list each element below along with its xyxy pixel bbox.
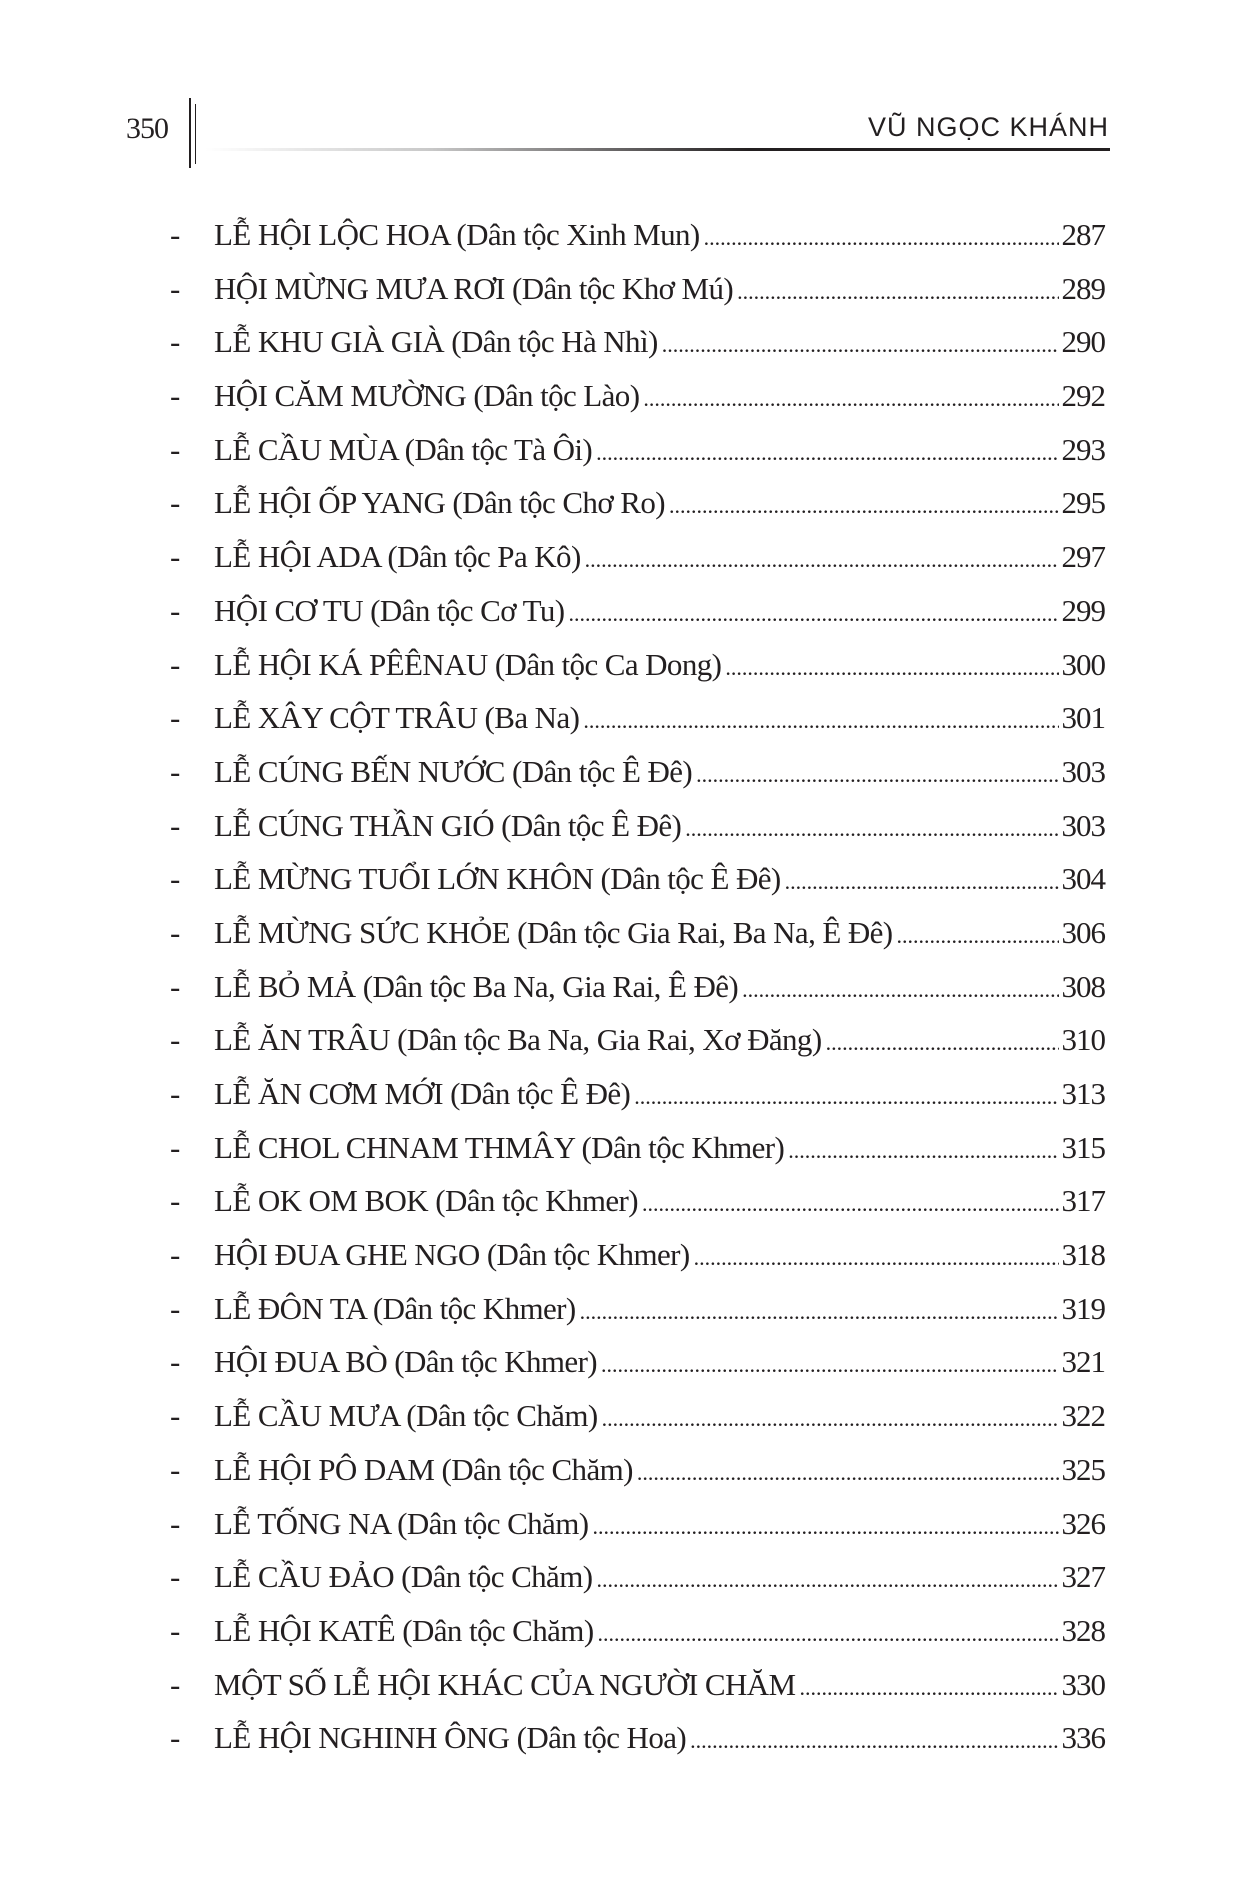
toc-entry-title: LỄ HỘI ADA (Dân tộc Pa Kô)	[214, 539, 581, 575]
toc-entry	[170, 906, 1105, 960]
toc-entry-dash: -	[170, 1666, 181, 1702]
toc-entry-dash: -	[170, 861, 181, 897]
toc-entry-title: LỄ XÂY CỘT TRÂU (Ba Na)	[214, 700, 580, 736]
toc-entry-dash: -	[170, 217, 181, 252]
toc-entry-title: HỘI ĐUA BÒ (Dân tộc Khmer)	[214, 1344, 598, 1380]
toc-entry	[170, 1121, 1105, 1175]
toc-entry-dash: -	[170, 807, 181, 843]
toc-dot-leader	[694, 1231, 1059, 1285]
toc-entry	[170, 1711, 1105, 1765]
toc-dot-leader	[725, 641, 1058, 695]
toc-entry-title: LỄ OK OM BOK (Dân tộc Khmer)	[214, 1183, 638, 1219]
toc-dot-leader	[800, 1661, 1059, 1715]
toc-dot-leader	[669, 479, 1059, 533]
toc-entry-title: MỘT SỐ LỄ HỘI KHÁC CỦA NGƯỜI CHĂM	[214, 1666, 796, 1702]
toc-dot-leader	[585, 533, 1059, 587]
toc-entry-dash: -	[170, 1451, 181, 1487]
toc-entry-title: LỄ ĐÔN TA (Dân tộc Khmer)	[214, 1290, 576, 1326]
header-vertical-rule	[189, 98, 191, 168]
toc-entry-page-number: 301	[1061, 700, 1105, 736]
toc-entry-dash: -	[170, 1129, 181, 1165]
toc-entry	[170, 423, 1105, 477]
toc-entry-page-number: 287	[1061, 217, 1105, 252]
toc-entry-title: LỄ BỎ MẢ (Dân tộc Ba Na, Gia Rai, Ê Đê)	[214, 968, 739, 1004]
toc-entry-title: LỄ CHOL CHNAM THMÂY (Dân tộc Khmer)	[214, 1129, 785, 1165]
toc-dot-leader	[596, 426, 1058, 480]
toc-entry	[170, 638, 1105, 692]
toc-dot-leader	[690, 1714, 1058, 1768]
toc-dot-leader	[602, 1392, 1059, 1446]
toc-entry	[170, 1228, 1105, 1282]
running-header-author: VŨ NGỌC KHÁNH	[867, 112, 1109, 142]
toc-entry-dash: -	[170, 1183, 181, 1219]
toc-dot-leader	[601, 1338, 1058, 1392]
toc-entry-page-number: 321	[1061, 1344, 1105, 1380]
toc-entry-title: LỄ ĂN TRÂU (Dân tộc Ba Na, Gia Rai, Xơ Đăng)	[214, 1022, 822, 1058]
toc-entry-page-number: 290	[1061, 324, 1105, 360]
toc-dot-leader	[704, 211, 1059, 265]
toc-dot-leader	[568, 587, 1058, 641]
toc-entry-page-number: 292	[1061, 378, 1105, 414]
toc-entry-title: LỄ TỐNG NA (Dân tộc Chăm)	[214, 1505, 589, 1541]
toc-entry-dash: -	[170, 592, 181, 628]
toc-entry-dash: -	[170, 378, 181, 414]
toc-dot-leader	[696, 748, 1058, 802]
toc-dot-leader	[583, 694, 1058, 748]
toc-dot-leader	[592, 1500, 1058, 1554]
toc-entry-page-number: 306	[1061, 914, 1105, 950]
toc-dot-leader	[643, 372, 1058, 426]
toc-entry-page-number: 299	[1061, 592, 1105, 628]
toc-entry	[170, 1174, 1105, 1228]
toc-entry-dash: -	[170, 1344, 181, 1380]
page-number: 350	[126, 112, 168, 145]
toc-entry-page-number: 304	[1061, 861, 1105, 897]
toc-entry-page-number: 289	[1061, 270, 1105, 306]
toc-entry-dash: -	[170, 1237, 181, 1273]
toc-entry-title: LỄ MỪNG TUỔI LỚN KHÔN (Dân tộc Ê Đê)	[214, 861, 781, 897]
header-horizontal-rule	[205, 148, 1110, 151]
toc-entry-dash: -	[170, 1559, 181, 1595]
toc-entry	[170, 262, 1105, 316]
toc-entry	[170, 1013, 1105, 1067]
toc-entry-dash: -	[170, 539, 181, 575]
toc-entry-page-number: 315	[1061, 1129, 1105, 1165]
toc-entry-dash: -	[170, 1290, 181, 1326]
toc-entry-dash: -	[170, 1612, 181, 1648]
toc-entry	[170, 1335, 1105, 1389]
toc-entry	[170, 1067, 1105, 1121]
toc-entry-dash: -	[170, 753, 181, 789]
toc-entry-page-number: 313	[1061, 1076, 1105, 1111]
toc-dot-leader	[634, 1070, 1058, 1124]
toc-entry	[170, 315, 1105, 369]
toc-dot-leader	[788, 1124, 1058, 1178]
toc-entry-title: HỘI CƠ TU (Dân tộc Cơ Tu)	[214, 592, 565, 628]
toc-entry-dash: -	[170, 700, 181, 736]
toc-entry-page-number: 310	[1061, 1022, 1105, 1058]
toc-entry	[170, 1658, 1105, 1712]
toc-entry-page-number: 328	[1061, 1612, 1105, 1648]
toc-entry-page-number: 297	[1061, 539, 1105, 575]
toc-entry	[170, 691, 1105, 745]
toc-entry-page-number: 303	[1061, 753, 1105, 789]
toc-entry-dash: -	[170, 646, 181, 682]
toc-entry-title: LỄ HỘI ỐP YANG (Dân tộc Chơ Ro)	[214, 485, 665, 521]
toc-entry-dash: -	[170, 324, 181, 360]
toc-dot-leader	[637, 1446, 1059, 1500]
toc-entry-dash: -	[170, 1720, 181, 1756]
toc-entry-title: LỄ ĂN CƠM MỚI (Dân tộc Ê Đê)	[214, 1076, 631, 1111]
toc-entry-title: LỄ CẦU MƯA (Dân tộc Chăm)	[214, 1398, 598, 1434]
toc-entry-dash: -	[170, 1505, 181, 1541]
toc-entry-page-number: 317	[1061, 1183, 1105, 1219]
toc-dot-leader	[742, 963, 1058, 1017]
toc-entry-dash: -	[170, 1022, 181, 1058]
toc-entry-page-number: 319	[1061, 1290, 1105, 1326]
toc-entry	[170, 1497, 1105, 1551]
toc-entry	[170, 960, 1105, 1014]
toc-entry-page-number: 303	[1061, 807, 1105, 843]
toc-entry-page-number: 330	[1061, 1666, 1105, 1702]
header-vertical-rule-thin	[195, 104, 196, 164]
toc-entry	[170, 799, 1105, 853]
toc-entry-dash: -	[170, 968, 181, 1004]
toc-dot-leader	[662, 318, 1059, 372]
toc-dot-leader	[685, 802, 1058, 856]
toc-entry-title: LỄ HỘI NGHINH ÔNG (Dân tộc Hoa)	[214, 1720, 687, 1756]
toc-entry-title: LỄ CÚNG THẦN GIÓ (Dân tộc Ê Đê)	[214, 807, 682, 843]
toc-dot-leader	[826, 1016, 1059, 1070]
toc-entry-page-number: 326	[1061, 1505, 1105, 1541]
toc-entry-page-number: 293	[1061, 431, 1105, 467]
toc-entry-dash: -	[170, 1398, 181, 1434]
toc-entry	[170, 208, 1105, 262]
toc-entry-title: LỄ CẦU ĐẢO (Dân tộc Chăm)	[214, 1559, 593, 1595]
toc-entry	[170, 852, 1105, 906]
toc-entry-page-number: 308	[1061, 968, 1105, 1004]
toc-entry-title: LỄ HỘI LỘC HOA (Dân tộc Xinh Mun)	[214, 217, 700, 252]
toc-entry	[170, 745, 1105, 799]
toc-entry-page-number: 300	[1061, 646, 1105, 682]
toc-entry	[170, 369, 1105, 423]
toc-entry-title: LỄ MỪNG SỨC KHỎE (Dân tộc Gia Rai, Ba Na, Ê Đê)	[214, 914, 893, 950]
toc-entry-page-number: 295	[1061, 485, 1105, 521]
toc-dot-leader	[580, 1285, 1059, 1339]
toc-dot-leader	[596, 1553, 1058, 1607]
toc-dot-leader	[642, 1177, 1059, 1231]
toc-entry-page-number: 325	[1061, 1451, 1105, 1487]
toc-entry-dash: -	[170, 270, 181, 306]
toc-entry	[170, 1389, 1105, 1443]
toc-entry	[170, 584, 1105, 638]
toc-entry-page-number: 318	[1061, 1237, 1105, 1273]
toc-entry	[170, 1282, 1105, 1336]
toc-entry-page-number: 327	[1061, 1559, 1105, 1595]
toc-entry-title: LỄ CẦU MÙA (Dân tộc Tà Ôi)	[214, 431, 593, 467]
toc-entry-title: LỄ CÚNG BẾN NƯỚC (Dân tộc Ê Đê)	[214, 753, 693, 789]
toc-entry-dash: -	[170, 914, 181, 950]
toc-dot-leader	[737, 265, 1058, 319]
toc-entry-page-number: 322	[1061, 1398, 1105, 1434]
toc-entry	[170, 476, 1105, 530]
toc-entry-title: LỄ KHU GIÀ GIÀ (Dân tộc Hà Nhì)	[214, 324, 658, 360]
toc-entry-title: HỘI ĐUA GHE NGO (Dân tộc Khmer)	[214, 1237, 690, 1273]
toc-entry-title: HỘI MỪNG MƯA RƠI (Dân tộc Khơ Mú)	[214, 270, 734, 306]
toc-entry-dash: -	[170, 485, 181, 521]
toc-entry	[170, 530, 1105, 584]
toc-dot-leader	[598, 1607, 1059, 1661]
toc-entry	[170, 1604, 1105, 1658]
toc-entry-title: HỘI CĂM MƯỜNG (Dân tộc Lào)	[214, 378, 640, 414]
toc-dot-leader	[897, 909, 1059, 963]
toc-entry	[170, 1550, 1105, 1604]
toc-entry-title: LỄ HỘI PÔ DAM (Dân tộc Chăm)	[214, 1451, 633, 1487]
toc-entry	[170, 1443, 1105, 1497]
toc-entry-dash: -	[170, 1076, 181, 1111]
toc-entry-dash: -	[170, 431, 181, 467]
table-of-contents	[170, 208, 1105, 1765]
toc-entry-title: LỄ HỘI KATÊ (Dân tộc Chăm)	[214, 1612, 594, 1648]
toc-entry-page-number: 336	[1061, 1720, 1105, 1756]
toc-dot-leader	[785, 855, 1059, 909]
toc-entry-title: LỄ HỘI KÁ PÊÊNAU (Dân tộc Ca Dong)	[214, 646, 722, 682]
